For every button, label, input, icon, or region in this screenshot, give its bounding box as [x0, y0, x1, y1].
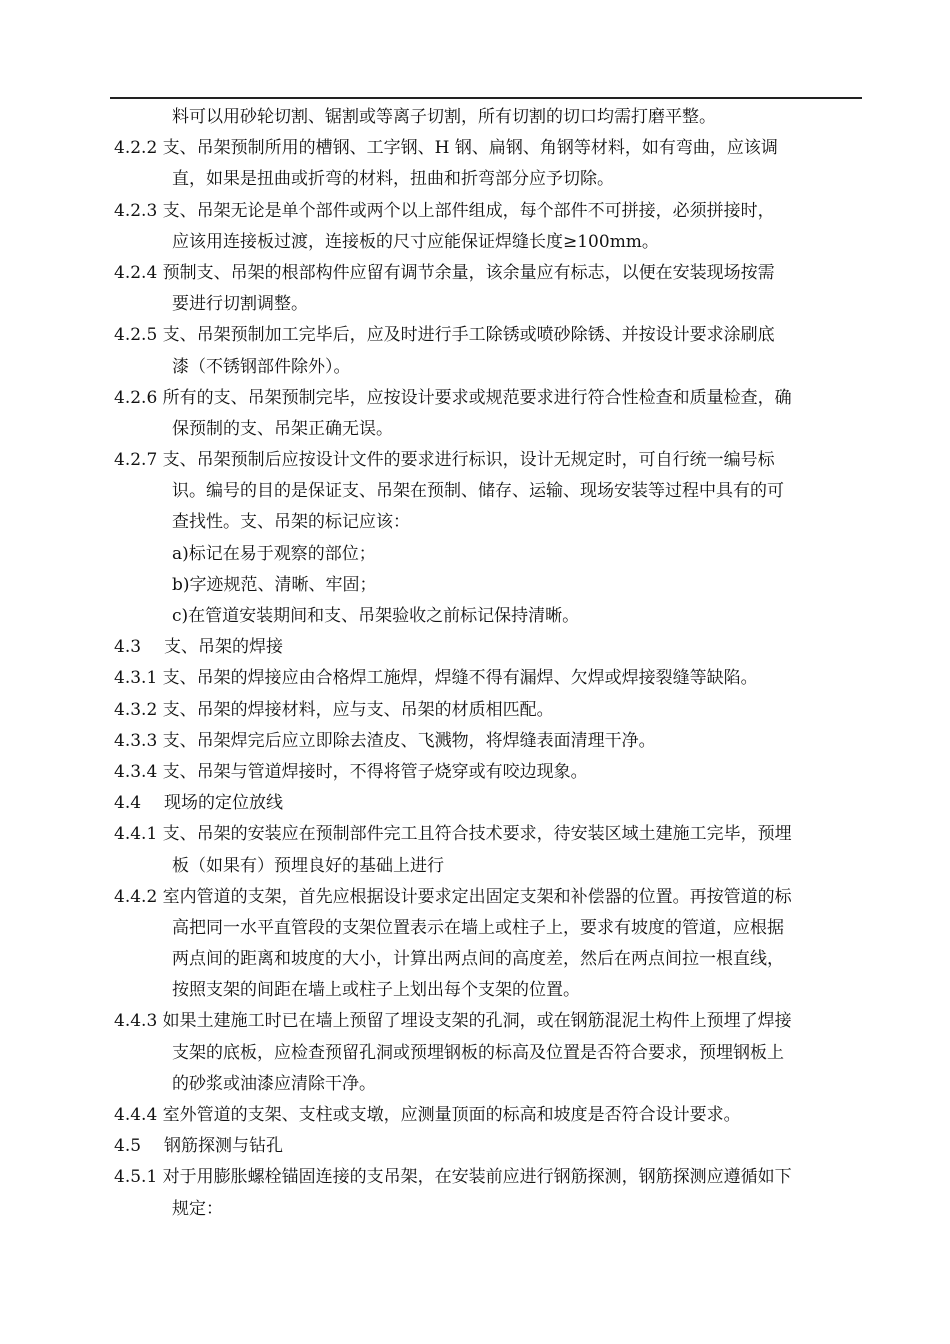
- text-line: 规定：: [172, 1198, 223, 1219]
- section-number: 4.4: [114, 793, 142, 814]
- section-heading-4-4: [114, 788, 860, 819]
- text-line: 按照支架的间距在墙上或柱子上划出每个支架的位置。: [172, 980, 580, 1001]
- clause-4-4-1: 4.4.1 支、吊架的安装应在预制部件完工且符合技术要求，待安装区域土建施工完毕，预埋: [114, 824, 792, 845]
- text-line: 支架的底板，应检查预留孔洞或预埋钢板的标高及位置是否符合要求，预埋钢板上: [172, 1042, 784, 1063]
- text-line: 高把同一水平直管段的支架位置表示在墙上或柱子上，要求有坡度的管道，应根据: [172, 917, 784, 938]
- clause-4-5-1: 4.5.1 对于用膨胀螺栓锚固连接的支吊架，在安装前应进行钢筋探测，钢筋探测应遵循如下: [114, 1167, 792, 1188]
- clause-4-4-3: 4.4.3 如果土建施工时已在墙上预留了埋设支架的孔洞，或在钢筋混泥土构件上预埋了焊接: [114, 1011, 792, 1032]
- text-line: 要进行切割调整。: [172, 294, 308, 315]
- clause-4-4-4: 4.4.4 室外管道的支架、支柱或支墩，应测量顶面的标高和坡度是否符合设计要求。: [114, 1105, 741, 1125]
- clause-4-4-2: 4.4.2 室内管道的支架，首先应根据设计要求定出固定支架和补偿器的位置。再按管道的标: [114, 886, 792, 907]
- text-line: 的砂浆或油漆应清除干净。: [172, 1073, 376, 1094]
- clause-4-2-5: 4.2.5 支、吊架预制加工完毕后，应及时进行手工除锈或喷砂除锈、并按设计要求涂刷底: [114, 325, 775, 346]
- section-heading-4-5: [114, 1131, 860, 1162]
- clause-4-3-1: 4.3.1 支、吊架的焊接应由合格焊工施焊，焊缝不得有漏焊、欠焊或焊接裂缝等缺陷。: [114, 668, 758, 689]
- document-body: [114, 102, 860, 1225]
- text-line: 保预制的支、吊架正确无误。: [172, 418, 393, 439]
- list-item-b: b)字迹规范、清晰、牢固；: [172, 574, 377, 595]
- text-line: 查找性。支、吊架的标记应该：: [172, 512, 410, 533]
- clause-4-2-3: 4.2.3 支、吊架无论是单个部件或两个以上部件组成，每个部件不可拼接，必须拼接时，: [114, 200, 775, 221]
- clause-4-2-7: 4.2.7 支、吊架预制后应按设计文件的要求进行标识，设计无规定时，可自行统一编号标: [114, 450, 775, 471]
- text-line: 漆（不锈钢部件除外）。: [172, 356, 351, 377]
- section-heading-4-3: [114, 632, 860, 663]
- clause-4-3-2: 4.3.2 支、吊架的焊接材料，应与支、吊架的材质相匹配。: [114, 699, 554, 720]
- section-number: 4.3: [114, 637, 142, 658]
- text-line: 板（如果有）预埋良好的基础上进行: [172, 855, 444, 876]
- header-rule: [110, 97, 862, 99]
- section-title: 现场的定位放线: [164, 793, 283, 814]
- section-number: 4.5: [114, 1136, 142, 1157]
- clause-4-2-2: 4.2.2 支、吊架预制所用的槽钢、工字钢、H 钢、扁钢、角钢等材料，如有弯曲，应该调: [114, 138, 778, 159]
- text-line: 应该用连接板过渡，连接板的尺寸应能保证焊缝长度≥100mm。: [172, 231, 659, 252]
- clause-4-2-4: 4.2.4 预制支、吊架的根部构件应留有调节余量，该余量应有标志，以便在安装现场按需: [114, 262, 775, 283]
- list-item-c: c)在管道安装期间和支、吊架验收之前标记保持清晰。: [172, 606, 580, 626]
- clause-4-3-4: 4.3.4 支、吊架与管道焊接时，不得将管子烧穿或有咬边现象。: [114, 761, 588, 782]
- text-line: 料可以用砂轮切割、锯割或等离子切割，所有切割的切口均需打磨平整。: [172, 107, 716, 127]
- text-line: 识。编号的目的是保证支、吊架在预制、储存、运输、现场安装等过程中具有的可: [172, 481, 784, 502]
- section-title: 支、吊架的焊接: [164, 637, 283, 658]
- list-item-a: a)标记在易于观察的部位；: [172, 543, 376, 564]
- text-line: 直，如果是扭曲或折弯的材料，扭曲和折弯部分应予切除。: [172, 169, 614, 190]
- text-line: 两点间的距离和坡度的大小，计算出两点间的高度差，然后在两点间拉一根直线，: [172, 949, 784, 970]
- section-title: 钢筋探测与钻孔: [164, 1136, 283, 1157]
- clause-4-3-3: 4.3.3 支、吊架焊完后应立即除去渣皮、飞溅物，将焊缝表面清理干净。: [114, 730, 656, 751]
- clause-4-2-6: 4.2.6 所有的支、吊架预制完毕，应按设计要求或规范要求进行符合性检查和质量检查，确: [114, 387, 792, 408]
